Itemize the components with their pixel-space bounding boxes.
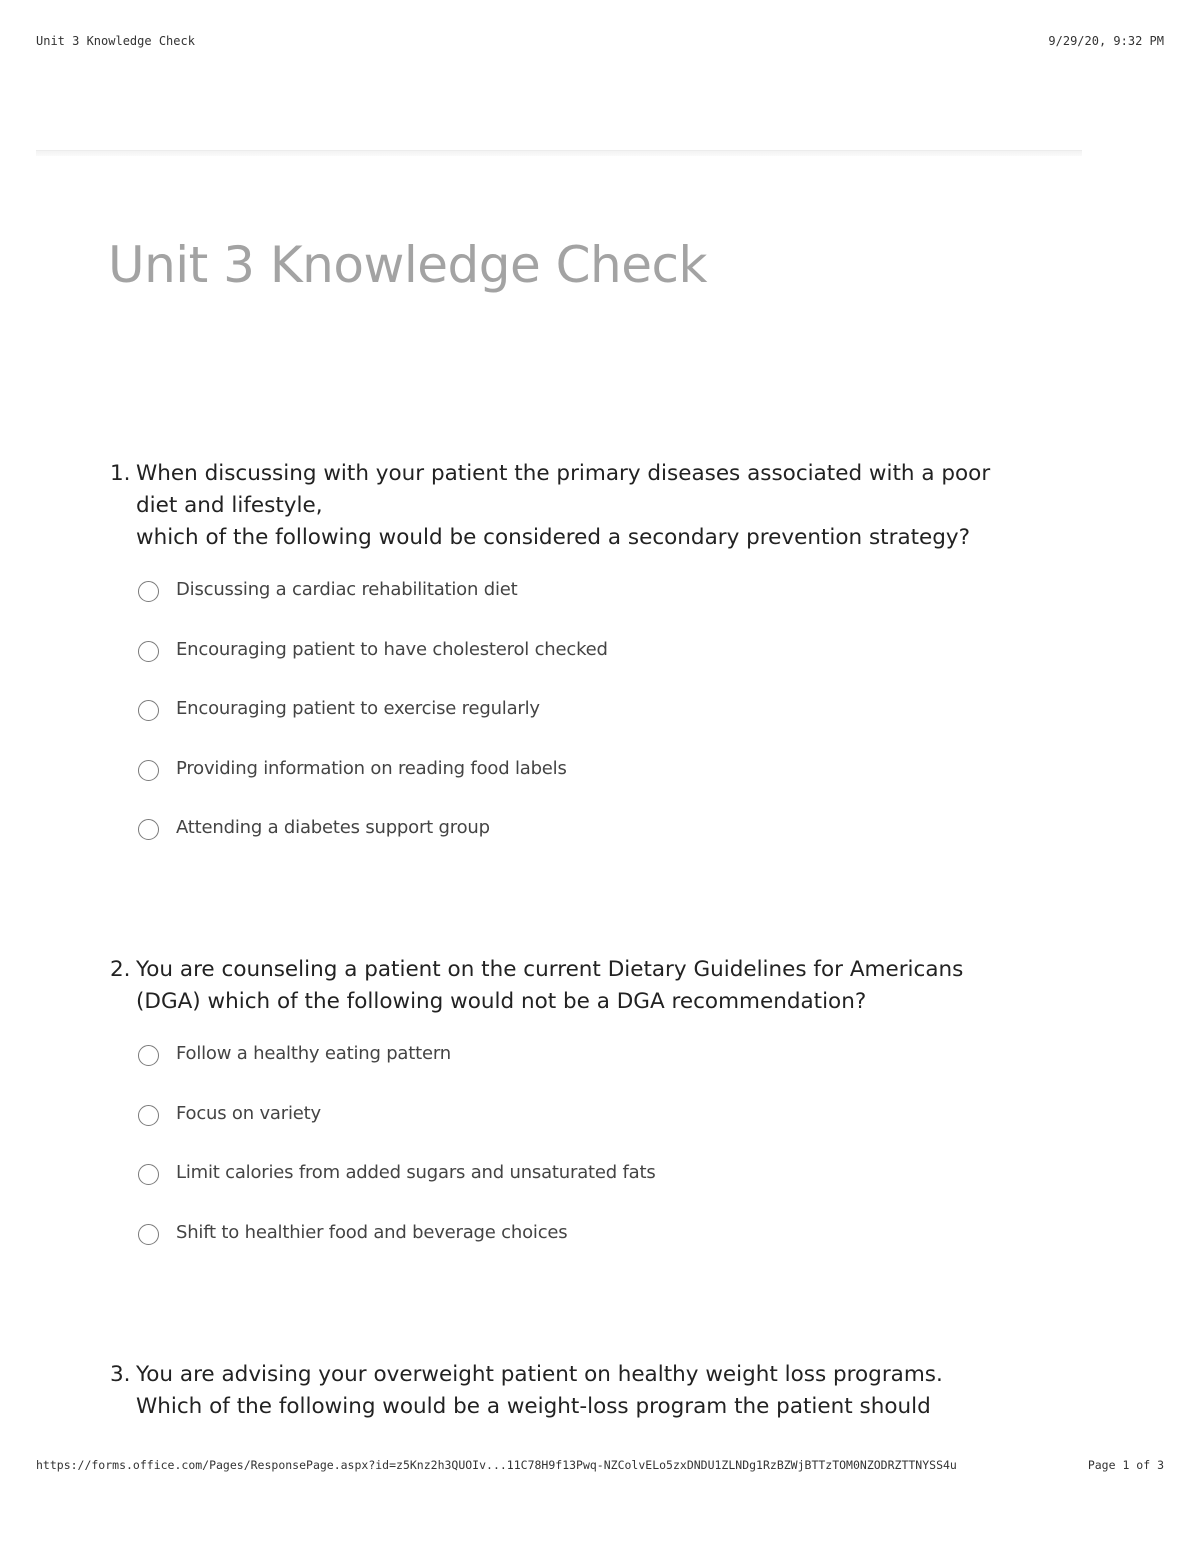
- answer-option-label: Focus on variety: [176, 1102, 321, 1124]
- answer-option-label: Encouraging patient to have cholesterol checked: [176, 638, 608, 660]
- answer-option[interactable]: [110, 568, 1030, 628]
- answer-option[interactable]: [110, 806, 1030, 866]
- answer-option-label: Attending a diabetes support group: [176, 817, 490, 838]
- question-text-line: Which of the following would be a weight-loss program the patient should: [136, 1394, 931, 1419]
- answer-option-label: Discussing a cardiac rehabilitation diet: [176, 579, 518, 600]
- answer-option[interactable]: [110, 1211, 1030, 1271]
- question-number: 2.: [110, 957, 131, 982]
- question-text-line: (DGA) which of the following would not be a DGA recommendation?: [136, 989, 867, 1014]
- question-text-line: You are advising your overweight patient on healthy weight loss programs.: [136, 1362, 943, 1387]
- print-header: [36, 34, 1164, 52]
- print-header-title: Unit 3 Knowledge Check: [36, 34, 195, 48]
- answer-option[interactable]: [110, 628, 1030, 688]
- question-header: [110, 458, 1030, 554]
- question-text-line: diet and lifestyle,: [136, 493, 323, 518]
- form-title: Unit 3 Knowledge Check: [108, 236, 707, 294]
- answer-option-label: Follow a healthy eating pattern: [176, 1043, 451, 1064]
- question-1: [110, 458, 1030, 866]
- answer-option-label: Shift to healthier food and beverage choices: [176, 1221, 568, 1243]
- question-3: [110, 1359, 1030, 1431]
- answer-option[interactable]: [110, 1032, 1030, 1092]
- radio-button[interactable]: [138, 641, 159, 662]
- answer-option-label: Limit calories from added sugars and unsaturated fats: [176, 1162, 656, 1183]
- radio-button[interactable]: [138, 581, 159, 602]
- answer-option[interactable]: [110, 1151, 1030, 1211]
- radio-button[interactable]: [138, 819, 159, 840]
- form-top-divider: [36, 150, 1082, 156]
- print-footer-url: https://forms.office.com/Pages/ResponsePage.aspx?id=z5Knz2h3QUOIv...11C78H9f13Pwq-NZColvELo5zxDNDU1ZLNDg1RzBZWjBTTzTOM0NZODRZTTNYSS4u: [36, 1458, 957, 1472]
- question-header: [110, 954, 1030, 1018]
- answer-option[interactable]: [110, 687, 1030, 747]
- print-header-date: 9/29/20, 9:32 PM: [1048, 34, 1164, 48]
- radio-button[interactable]: [138, 760, 159, 781]
- question-text-line: You are counseling a patient on the current Dietary Guidelines for Americans: [136, 957, 964, 982]
- answer-option-label: Encouraging patient to exercise regularly: [176, 698, 540, 719]
- page-number: Page 1 of 3: [1087, 1458, 1164, 1472]
- radio-button[interactable]: [138, 700, 159, 721]
- question-number: 1.: [110, 461, 131, 486]
- answer-option[interactable]: [110, 747, 1030, 807]
- answer-options: [110, 1032, 1030, 1270]
- question-2: [110, 954, 1030, 1270]
- question-text-line: which of the following would be considered a secondary prevention strategy?: [136, 525, 971, 550]
- question-number: 3.: [110, 1362, 131, 1387]
- radio-button[interactable]: [138, 1224, 159, 1245]
- radio-button[interactable]: [138, 1164, 159, 1185]
- answer-option[interactable]: [110, 1092, 1030, 1152]
- answer-option-label: Providing information on reading food labels: [176, 757, 567, 779]
- radio-button[interactable]: [138, 1045, 159, 1066]
- answer-options: [110, 568, 1030, 866]
- question-header: [110, 1359, 1030, 1423]
- radio-button[interactable]: [138, 1105, 159, 1126]
- question-text-line: When discussing with your patient the primary diseases associated with a poor: [136, 461, 991, 486]
- print-footer: [36, 1458, 1164, 1476]
